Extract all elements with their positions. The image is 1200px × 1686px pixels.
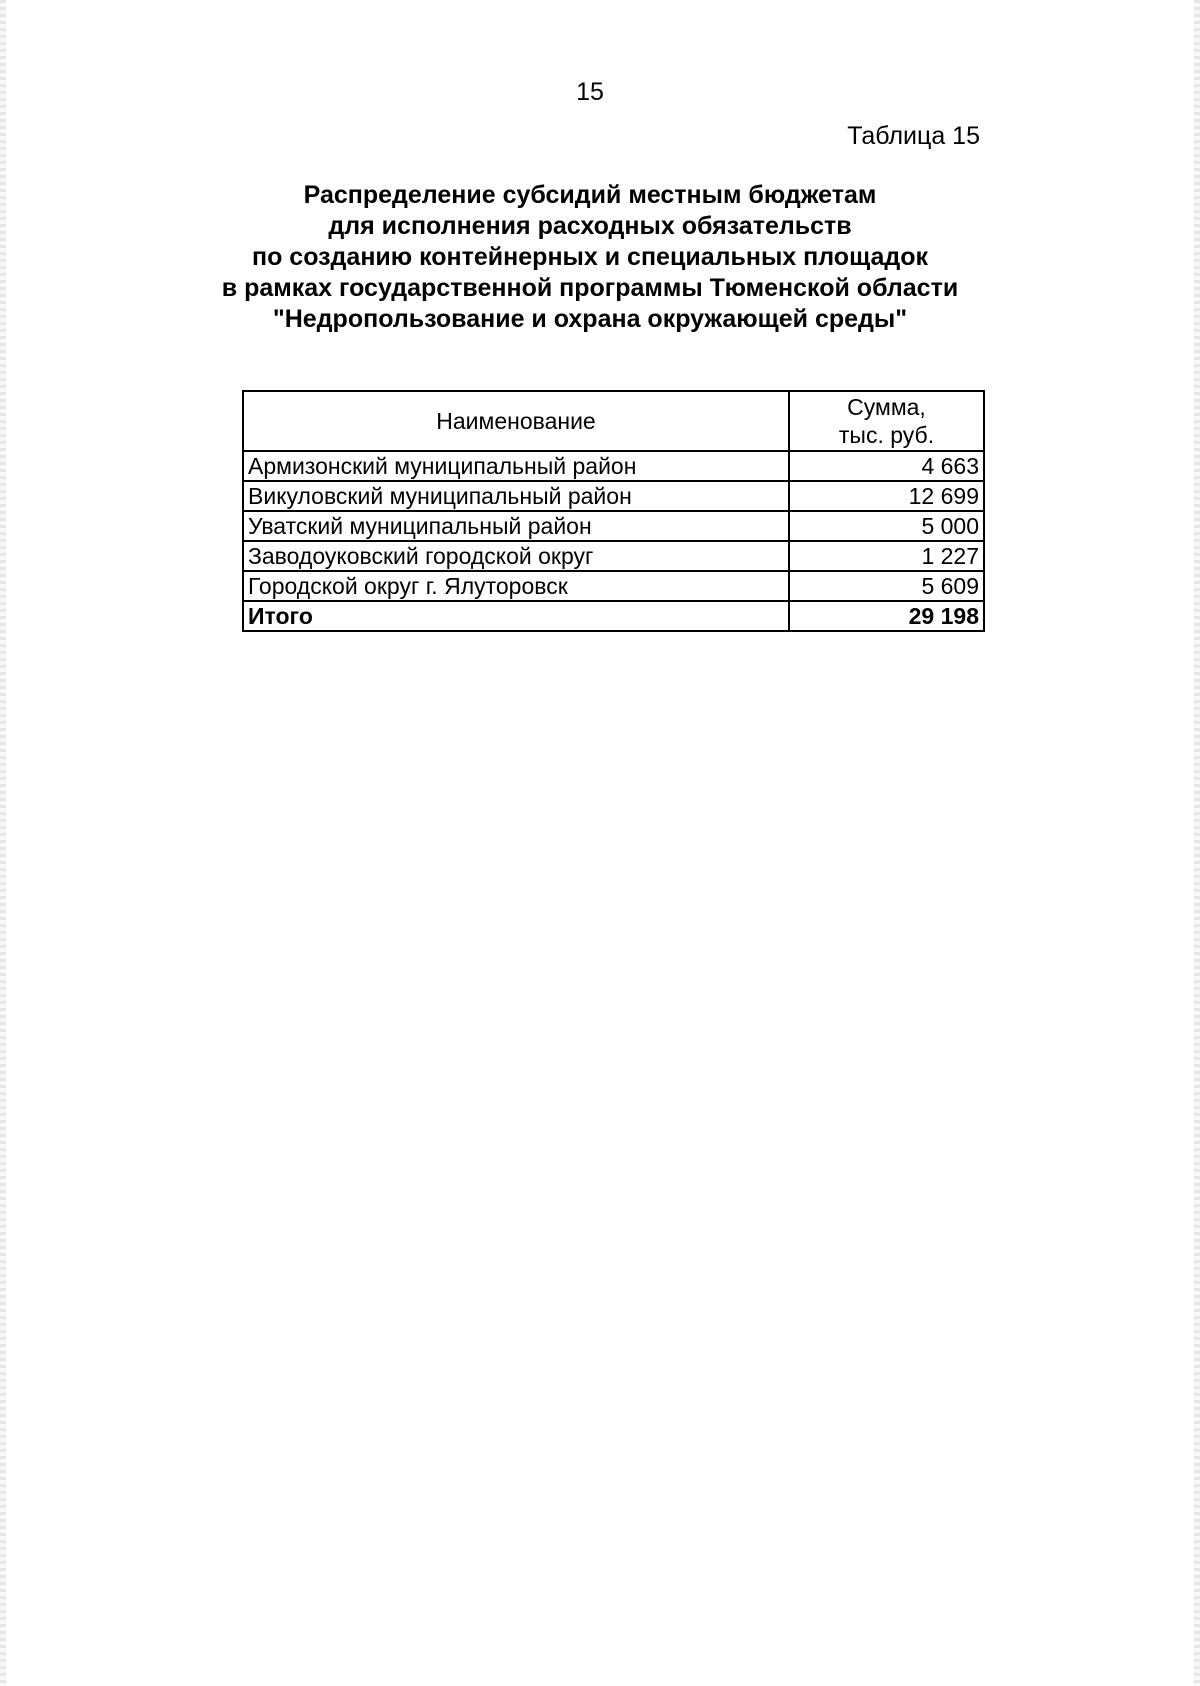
title-line: Распределение субсидий местным бюджетам (303, 181, 877, 209)
scan-edge-right (1194, 0, 1200, 1686)
row-value: 5 609 (789, 571, 984, 601)
table-row (243, 511, 984, 541)
table-row (243, 451, 984, 481)
title-line: "Недропользование и охрана окружающей среды" (272, 305, 908, 333)
title-line: в рамках государственной программы Тюменской области (221, 274, 959, 302)
header-sum (789, 391, 984, 451)
header-sum-line2: тыс. руб. (838, 422, 935, 448)
title-line: по созданию контейнерных и специальных площадок (251, 243, 929, 271)
total-value: 29 198 (789, 601, 984, 631)
row-name: Городской округ г. Ялуторовск (243, 571, 789, 601)
title-line: для исполнения расходных обязательств (328, 212, 852, 240)
document-title (0, 180, 1180, 335)
table-header-row (243, 391, 984, 451)
row-name: Армизонский муниципальный район (243, 451, 789, 481)
row-value: 1 227 (789, 541, 984, 571)
total-row (243, 601, 984, 631)
table-row (243, 541, 984, 571)
header-name: Наименование (243, 391, 789, 451)
row-name: Уватский муниципальный район (243, 511, 789, 541)
row-name: Викуловский муниципальный район (243, 481, 789, 511)
header-sum-line1: Сумма, (847, 394, 926, 420)
row-value: 4 663 (789, 451, 984, 481)
row-value: 12 699 (789, 481, 984, 511)
total-label: Итого (243, 601, 789, 631)
table-row (243, 481, 984, 511)
table-row (243, 571, 984, 601)
row-name: Заводоуковский городской округ (243, 541, 789, 571)
page-number: 15 (576, 78, 604, 106)
row-value: 5 000 (789, 511, 984, 541)
subsidy-table (242, 390, 985, 632)
table-caption: Таблица 15 (847, 122, 980, 150)
